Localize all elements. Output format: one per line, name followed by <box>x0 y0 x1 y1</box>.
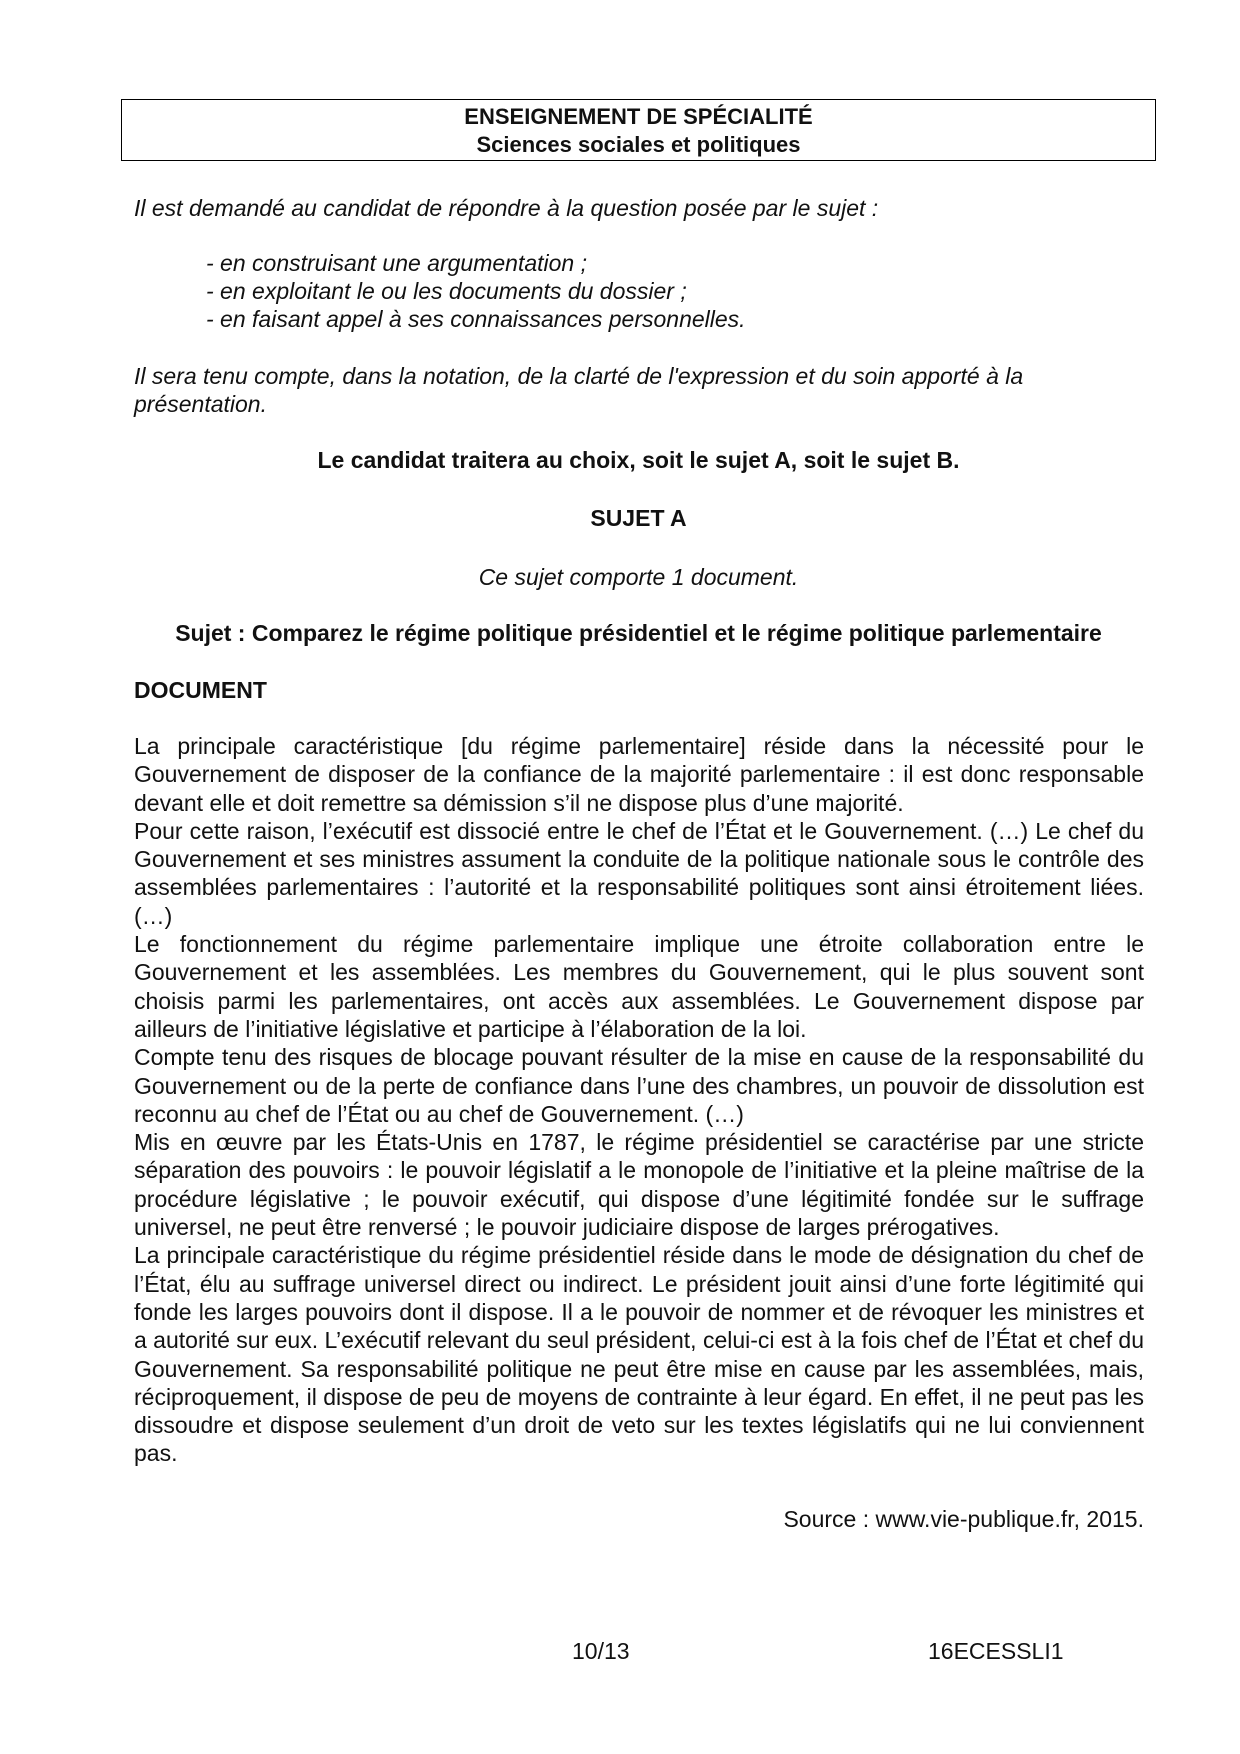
document-source: Source : www.vie-publique.fr, 2015. <box>783 1506 1144 1532</box>
header-box <box>121 99 1156 161</box>
header-title: ENSEIGNEMENT DE SPÉCIALITÉ <box>464 104 813 129</box>
document-body <box>134 732 1144 1468</box>
instruction-item: - en construisant une argumentation ; <box>206 250 588 276</box>
document-paragraph: Pour cette raison, l’exécutif est dissocié entre le chef de l’État et le Gouvernement. (…) Le chef du Gouvernement et ses ministres assument la conduite de la politique nationale sous le contrôle des assemblées parlementaires : l’autorité et la responsabilité politiques sont ainsi étroitement liées. (…) <box>134 817 1144 929</box>
header-subtitle: Sciences sociales et politiques <box>476 132 801 157</box>
notation-note: Il sera tenu compte, dans la notation, de la clarté de l'expression et du soin apporté à la présentation. <box>134 363 1024 417</box>
exam-code: 16ECESSLI1 <box>928 1638 1064 1664</box>
document-paragraph: Compte tenu des risques de blocage pouvant résulter de la mise en cause de la responsabilité du Gouvernement ou de la perte de confiance dans l’une des chambres, un pouvoir de dissolution est reconnu au chef de l’État ou au chef de Gouvernement. (…) <box>134 1044 1144 1127</box>
document-paragraph: Mis en œuvre par les États-Unis en 1787, le régime présidentiel se caractérise par une stricte séparation des pouvoirs : le pouvoir législatif a le monopole de l’initiative et la pleine maîtrise de la procédure législative ; le pouvoir exécutif, qui dispose d’une légitimité fondée sur le suffrage universel, ne peut être renversé ; le pouvoir judiciaire dispose de larges prérogatives. <box>134 1129 1144 1241</box>
page-number: 10/13 <box>572 1638 630 1664</box>
subject-question: Sujet : Comparez le régime politique présidentiel et le régime politique parlementaire <box>175 620 1102 646</box>
document-heading: DOCUMENT <box>134 677 267 703</box>
subject-title: SUJET A <box>590 505 687 531</box>
instruction-item: - en exploitant le ou les documents du dossier ; <box>206 278 687 304</box>
instructions-list <box>206 249 1106 333</box>
document-paragraph: La principale caractéristique du régime présidentiel réside dans le mode de désignation du chef de l’État, élu au suffrage universel direct ou indirect. Le président jouit ainsi d’une forte légitimité qui fonde les larges pouvoirs dont il dispose. Il a le pouvoir de nommer et de révoquer les ministres et a autorité sur eux. L’exécutif relevant du seul président, celui-ci est à la fois chef de l’État et chef du Gouvernement. Sa responsabilité politique ne peut être mise en cause par les assemblées, mais, réciproquement, il dispose de peu de moyens de contrainte à leur égard. En effet, il ne peut pas les dissoudre et dispose seulement d’un droit de veto sur les textes législatifs qui ne lui conviennent pas. <box>134 1242 1145 1467</box>
instruction-item: - en faisant appel à ses connaissances personnelles. <box>206 306 746 332</box>
instructions-intro: Il est demandé au candidat de répondre à la question posée par le sujet : <box>134 195 879 221</box>
document-paragraph: La principale caractéristique [du régime parlementaire] réside dans la nécessité pour le Gouvernement de disposer de la confiance de la majorité parlementaire : il est donc responsable devant elle et doit remettre sa démission s’il ne dispose plus d’une majorité. <box>134 733 1144 816</box>
subject-doc-count: Ce sujet comporte 1 document. <box>478 564 799 590</box>
choice-note: Le candidat traitera au choix, soit le sujet A, soit le sujet B. <box>317 447 960 473</box>
document-paragraph: Le fonctionnement du régime parlementaire implique une étroite collaboration entre le Gouvernement et les assemblées. Les membres du Gouvernement, qui le plus souvent sont choisis parmi les parlementaires, ont accès aux assemblées. Le Gouvernement dispose par ailleurs de l’initiative législative et participe à l’élaboration de la loi. <box>134 931 1144 1042</box>
